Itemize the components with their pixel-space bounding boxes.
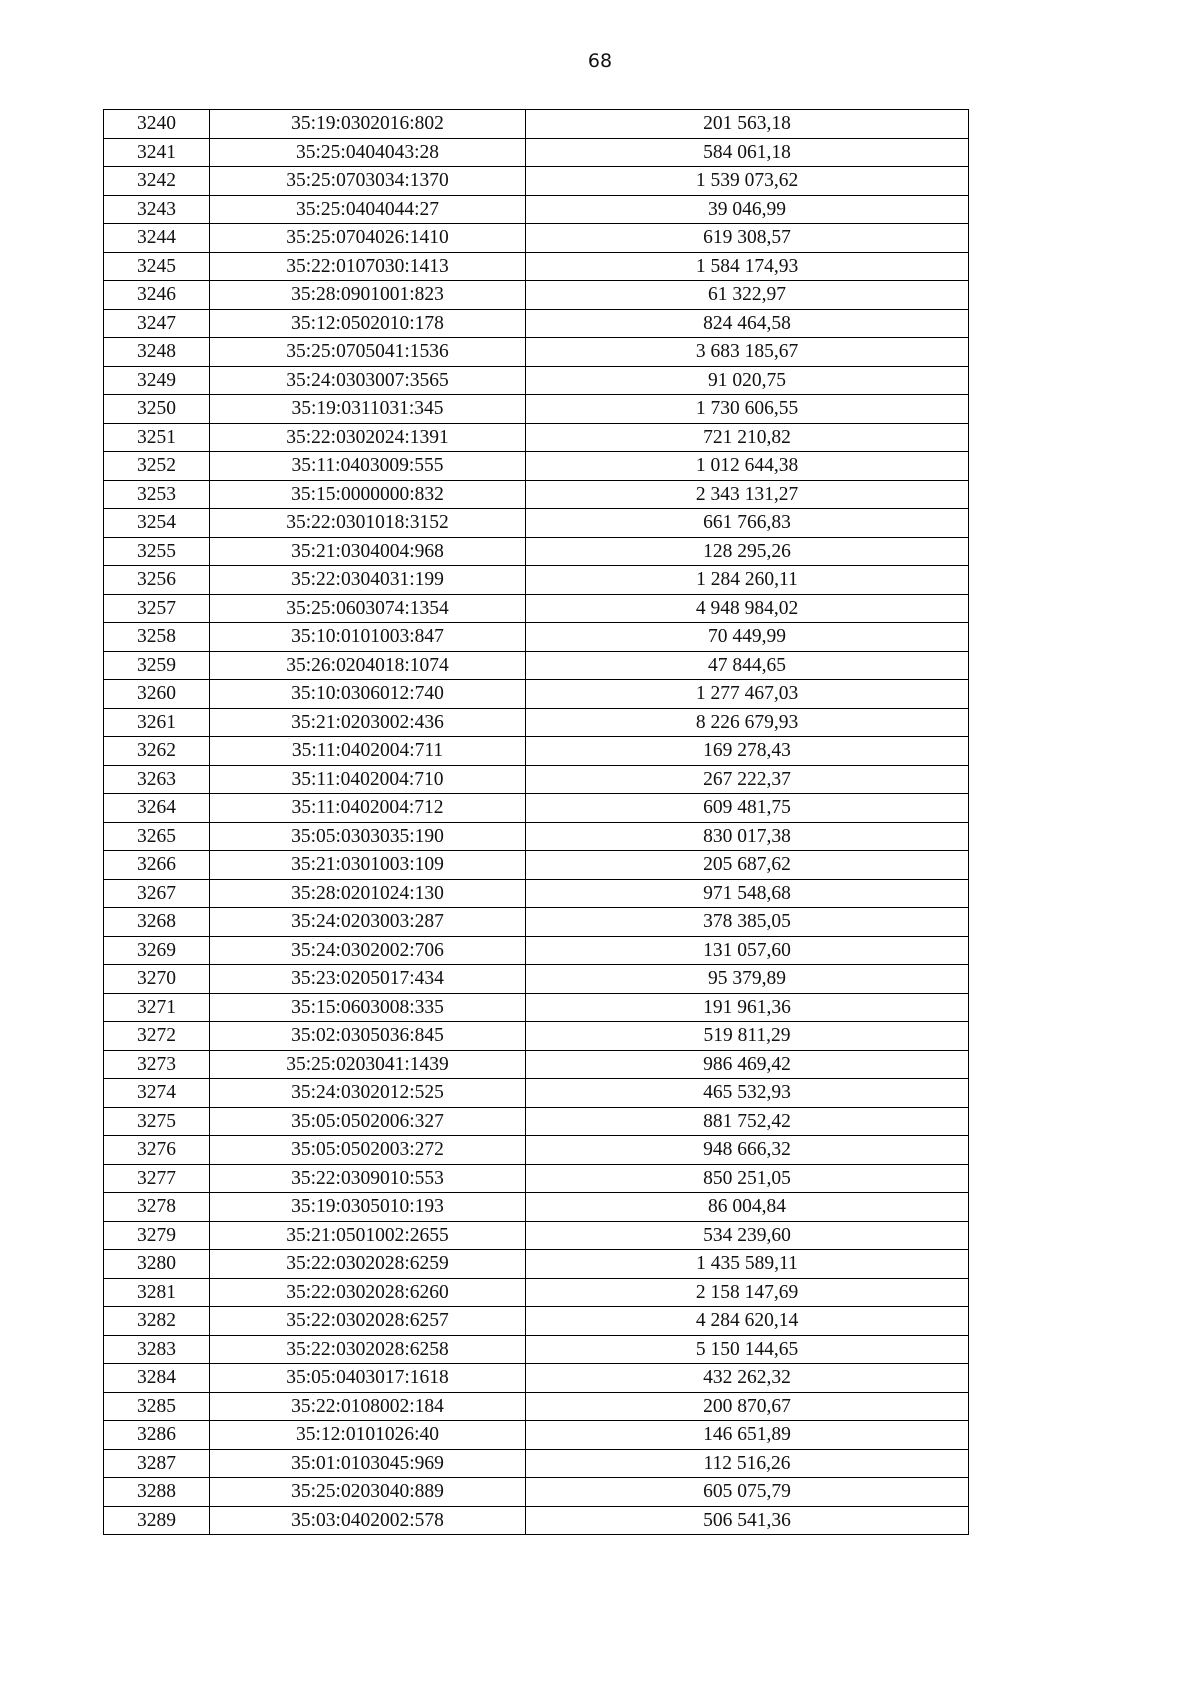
cadastral-value-cell: 200 870,67 (526, 1392, 969, 1421)
cadastral-value-cell: 609 481,75 (526, 794, 969, 823)
cadastral-number-cell: 35:05:0303035:190 (210, 822, 526, 851)
table-row (104, 566, 969, 595)
row-number-cell: 3286 (104, 1421, 210, 1450)
cadastral-number-cell: 35:03:0402002:578 (210, 1506, 526, 1535)
cadastral-number-cell: 35:25:0603074:1354 (210, 594, 526, 623)
cadastral-number-cell: 35:24:0203003:287 (210, 908, 526, 937)
row-number-cell: 3261 (104, 708, 210, 737)
table-row (104, 908, 969, 937)
row-number-cell: 3275 (104, 1107, 210, 1136)
table-row (104, 1421, 969, 1450)
cadastral-number-cell: 35:02:0305036:845 (210, 1022, 526, 1051)
row-number-cell: 3242 (104, 167, 210, 196)
page-number: 68 (587, 50, 613, 72)
cadastral-number-cell: 35:05:0502006:327 (210, 1107, 526, 1136)
cadastral-value-cell: 971 548,68 (526, 879, 969, 908)
row-number-cell: 3287 (104, 1449, 210, 1478)
cadastral-value-table (103, 109, 969, 1535)
cadastral-number-cell: 35:22:0304031:199 (210, 566, 526, 595)
cadastral-value-cell: 169 278,43 (526, 737, 969, 766)
table-row (104, 224, 969, 253)
cadastral-value-cell: 1 539 073,62 (526, 167, 969, 196)
table-row (104, 252, 969, 281)
cadastral-number-cell: 35:22:0302024:1391 (210, 423, 526, 452)
cadastral-number-cell: 35:12:0502010:178 (210, 309, 526, 338)
row-number-cell: 3277 (104, 1164, 210, 1193)
row-number-cell: 3281 (104, 1278, 210, 1307)
cadastral-number-cell: 35:25:0703034:1370 (210, 167, 526, 196)
cadastral-number-cell: 35:22:0309010:553 (210, 1164, 526, 1193)
table-row (104, 452, 969, 481)
cadastral-number-cell: 35:19:0302016:802 (210, 110, 526, 139)
cadastral-number-cell: 35:24:0303007:3565 (210, 366, 526, 395)
cadastral-value-cell: 3 683 185,67 (526, 338, 969, 367)
cadastral-number-cell: 35:11:0402004:712 (210, 794, 526, 823)
table-row (104, 395, 969, 424)
row-number-cell: 3289 (104, 1506, 210, 1535)
cadastral-value-cell: 2 343 131,27 (526, 480, 969, 509)
table-row (104, 338, 969, 367)
cadastral-value-cell: 95 379,89 (526, 965, 969, 994)
table-row (104, 1335, 969, 1364)
cadastral-number-cell: 35:24:0302002:706 (210, 936, 526, 965)
row-number-cell: 3248 (104, 338, 210, 367)
row-number-cell: 3278 (104, 1193, 210, 1222)
table-row (104, 1307, 969, 1336)
row-number-cell: 3245 (104, 252, 210, 281)
table-row (104, 822, 969, 851)
cadastral-number-cell: 35:24:0302012:525 (210, 1079, 526, 1108)
table-row (104, 737, 969, 766)
cadastral-number-cell: 35:05:0403017:1618 (210, 1364, 526, 1393)
cadastral-number-cell: 35:25:0404043:28 (210, 138, 526, 167)
cadastral-number-cell: 35:11:0402004:711 (210, 737, 526, 766)
row-number-cell: 3279 (104, 1221, 210, 1250)
cadastral-value-cell: 47 844,65 (526, 651, 969, 680)
table-row (104, 1193, 969, 1222)
cadastral-number-cell: 35:23:0205017:434 (210, 965, 526, 994)
cadastral-value-cell: 519 811,29 (526, 1022, 969, 1051)
table-row (104, 651, 969, 680)
cadastral-number-cell: 35:21:0304004:968 (210, 537, 526, 566)
row-number-cell: 3253 (104, 480, 210, 509)
cadastral-value-cell: 1 012 644,38 (526, 452, 969, 481)
cadastral-number-cell: 35:10:0101003:847 (210, 623, 526, 652)
cadastral-value-cell: 61 322,97 (526, 281, 969, 310)
table-row (104, 138, 969, 167)
row-number-cell: 3252 (104, 452, 210, 481)
row-number-cell: 3280 (104, 1250, 210, 1279)
row-number-cell: 3250 (104, 395, 210, 424)
row-number-cell: 3249 (104, 366, 210, 395)
table-body (104, 110, 969, 1535)
cadastral-value-cell: 91 020,75 (526, 366, 969, 395)
cadastral-number-cell: 35:21:0501002:2655 (210, 1221, 526, 1250)
cadastral-number-cell: 35:28:0901001:823 (210, 281, 526, 310)
row-number-cell: 3285 (104, 1392, 210, 1421)
cadastral-number-cell: 35:10:0306012:740 (210, 680, 526, 709)
table-row (104, 851, 969, 880)
cadastral-value-cell: 506 541,36 (526, 1506, 969, 1535)
table-row (104, 309, 969, 338)
cadastral-value-cell: 128 295,26 (526, 537, 969, 566)
table-row (104, 623, 969, 652)
table-row (104, 1221, 969, 1250)
table-row (104, 1478, 969, 1507)
cadastral-value-cell: 8 226 679,93 (526, 708, 969, 737)
table-row (104, 1079, 969, 1108)
cadastral-value-cell: 39 046,99 (526, 195, 969, 224)
row-number-cell: 3259 (104, 651, 210, 680)
row-number-cell: 3251 (104, 423, 210, 452)
row-number-cell: 3272 (104, 1022, 210, 1051)
row-number-cell: 3283 (104, 1335, 210, 1364)
cadastral-number-cell: 35:05:0502003:272 (210, 1136, 526, 1165)
table-row (104, 1022, 969, 1051)
row-number-cell: 3262 (104, 737, 210, 766)
cadastral-number-cell: 35:28:0201024:130 (210, 879, 526, 908)
row-number-cell: 3274 (104, 1079, 210, 1108)
cadastral-value-cell: 850 251,05 (526, 1164, 969, 1193)
row-number-cell: 3284 (104, 1364, 210, 1393)
table-row (104, 480, 969, 509)
row-number-cell: 3240 (104, 110, 210, 139)
row-number-cell: 3255 (104, 537, 210, 566)
cadastral-value-cell: 619 308,57 (526, 224, 969, 253)
table-row (104, 167, 969, 196)
cadastral-number-cell: 35:19:0311031:345 (210, 395, 526, 424)
row-number-cell: 3241 (104, 138, 210, 167)
row-number-cell: 3271 (104, 993, 210, 1022)
cadastral-number-cell: 35:26:0204018:1074 (210, 651, 526, 680)
cadastral-number-cell: 35:25:0203041:1439 (210, 1050, 526, 1079)
row-number-cell: 3273 (104, 1050, 210, 1079)
table-row (104, 965, 969, 994)
cadastral-value-cell: 661 766,83 (526, 509, 969, 538)
cadastral-value-cell: 205 687,62 (526, 851, 969, 880)
row-number-cell: 3266 (104, 851, 210, 880)
cadastral-value-cell: 146 651,89 (526, 1421, 969, 1450)
cadastral-value-cell: 432 262,32 (526, 1364, 969, 1393)
table-row (104, 366, 969, 395)
cadastral-value-cell: 2 158 147,69 (526, 1278, 969, 1307)
cadastral-number-cell: 35:19:0305010:193 (210, 1193, 526, 1222)
row-number-cell: 3282 (104, 1307, 210, 1336)
cadastral-number-cell: 35:21:0203002:436 (210, 708, 526, 737)
cadastral-value-cell: 986 469,42 (526, 1050, 969, 1079)
table-row (104, 1107, 969, 1136)
cadastral-value-cell: 605 075,79 (526, 1478, 969, 1507)
cadastral-value-cell: 131 057,60 (526, 936, 969, 965)
table-row (104, 594, 969, 623)
cadastral-value-cell: 201 563,18 (526, 110, 969, 139)
row-number-cell: 3247 (104, 309, 210, 338)
cadastral-number-cell: 35:22:0302028:6260 (210, 1278, 526, 1307)
cadastral-number-cell: 35:01:0103045:969 (210, 1449, 526, 1478)
table-row (104, 195, 969, 224)
row-number-cell: 3265 (104, 822, 210, 851)
row-number-cell: 3243 (104, 195, 210, 224)
cadastral-number-cell: 35:22:0302028:6257 (210, 1307, 526, 1336)
cadastral-number-cell: 35:25:0203040:889 (210, 1478, 526, 1507)
cadastral-value-cell: 4 284 620,14 (526, 1307, 969, 1336)
cadastral-number-cell: 35:11:0403009:555 (210, 452, 526, 481)
table-row (104, 1364, 969, 1393)
table-row (104, 1278, 969, 1307)
cadastral-value-cell: 1 435 589,11 (526, 1250, 969, 1279)
table-row (104, 765, 969, 794)
cadastral-value-cell: 4 948 984,02 (526, 594, 969, 623)
row-number-cell: 3267 (104, 879, 210, 908)
cadastral-value-cell: 70 449,99 (526, 623, 969, 652)
row-number-cell: 3257 (104, 594, 210, 623)
table-row (104, 993, 969, 1022)
cadastral-value-cell: 1 284 260,11 (526, 566, 969, 595)
cadastral-value-cell: 1 584 174,93 (526, 252, 969, 281)
cadastral-value-cell: 86 004,84 (526, 1193, 969, 1222)
cadastral-number-cell: 35:22:0107030:1413 (210, 252, 526, 281)
cadastral-number-cell: 35:25:0404044:27 (210, 195, 526, 224)
table-row (104, 423, 969, 452)
cadastral-number-cell: 35:15:0000000:832 (210, 480, 526, 509)
table-row (104, 1449, 969, 1478)
cadastral-value-cell: 112 516,26 (526, 1449, 969, 1478)
table-row (104, 1392, 969, 1421)
cadastral-value-cell: 948 666,32 (526, 1136, 969, 1165)
table-row (104, 1250, 969, 1279)
table-row (104, 936, 969, 965)
row-number-cell: 3270 (104, 965, 210, 994)
row-number-cell: 3269 (104, 936, 210, 965)
table-row (104, 1164, 969, 1193)
row-number-cell: 3263 (104, 765, 210, 794)
cadastral-number-cell: 35:21:0301003:109 (210, 851, 526, 880)
row-number-cell: 3260 (104, 680, 210, 709)
cadastral-value-cell: 191 961,36 (526, 993, 969, 1022)
table-row (104, 537, 969, 566)
cadastral-value-cell: 1 277 467,03 (526, 680, 969, 709)
cadastral-number-cell: 35:22:0108002:184 (210, 1392, 526, 1421)
row-number-cell: 3256 (104, 566, 210, 595)
cadastral-value-cell: 721 210,82 (526, 423, 969, 452)
cadastral-number-cell: 35:25:0704026:1410 (210, 224, 526, 253)
row-number-cell: 3254 (104, 509, 210, 538)
table-row (104, 1136, 969, 1165)
cadastral-value-cell: 534 239,60 (526, 1221, 969, 1250)
cadastral-number-cell: 35:22:0301018:3152 (210, 509, 526, 538)
cadastral-number-cell: 35:22:0302028:6259 (210, 1250, 526, 1279)
row-number-cell: 3268 (104, 908, 210, 937)
cadastral-number-cell: 35:12:0101026:40 (210, 1421, 526, 1450)
table-row (104, 794, 969, 823)
cadastral-value-cell: 378 385,05 (526, 908, 969, 937)
cadastral-value-cell: 584 061,18 (526, 138, 969, 167)
cadastral-value-cell: 881 752,42 (526, 1107, 969, 1136)
table-row (104, 1506, 969, 1535)
cadastral-number-cell: 35:25:0705041:1536 (210, 338, 526, 367)
table-row (104, 281, 969, 310)
cadastral-number-cell: 35:11:0402004:710 (210, 765, 526, 794)
row-number-cell: 3258 (104, 623, 210, 652)
table-row (104, 680, 969, 709)
cadastral-value-cell: 1 730 606,55 (526, 395, 969, 424)
cadastral-value-cell: 5 150 144,65 (526, 1335, 969, 1364)
cadastral-value-cell: 267 222,37 (526, 765, 969, 794)
row-number-cell: 3264 (104, 794, 210, 823)
row-number-cell: 3288 (104, 1478, 210, 1507)
table-row (104, 708, 969, 737)
cadastral-number-cell: 35:22:0302028:6258 (210, 1335, 526, 1364)
row-number-cell: 3246 (104, 281, 210, 310)
row-number-cell: 3276 (104, 1136, 210, 1165)
cadastral-value-cell: 830 017,38 (526, 822, 969, 851)
table-row (104, 110, 969, 139)
cadastral-value-cell: 465 532,93 (526, 1079, 969, 1108)
row-number-cell: 3244 (104, 224, 210, 253)
table-row (104, 879, 969, 908)
cadastral-value-cell: 824 464,58 (526, 309, 969, 338)
table-row (104, 509, 969, 538)
table-row (104, 1050, 969, 1079)
cadastral-number-cell: 35:15:0603008:335 (210, 993, 526, 1022)
